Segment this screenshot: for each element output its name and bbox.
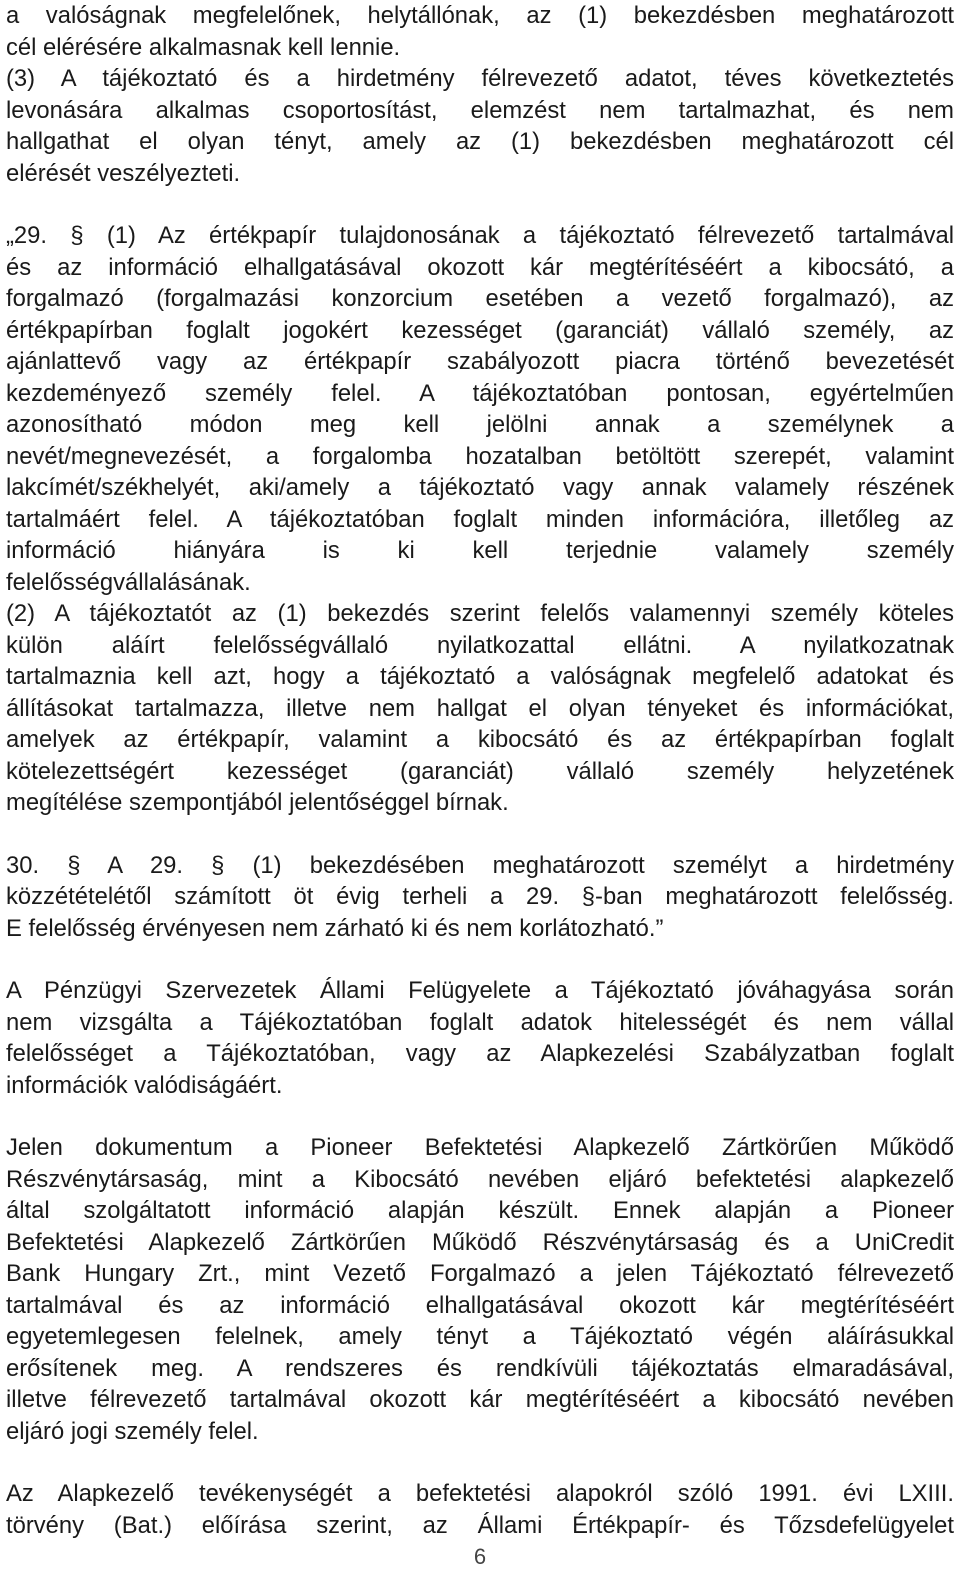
text-line: törvény (Bat.) előírása szerint, az Állami Értékpapír- és Tőzsdefelügyelet xyxy=(6,1511,954,1539)
text-line: egyetemlegesen felelnek, amely tényt a Tájékoztató végén aláírásukkal xyxy=(6,1323,954,1350)
paragraph xyxy=(6,598,954,819)
paragraph-gap xyxy=(6,944,954,975)
text-line: elérését veszélyezteti. xyxy=(6,159,241,187)
text-line: Az Alapkezelő tevékenységét a befektetési alapokról szóló 1991. évi LXIII. xyxy=(6,1480,954,1507)
text-line: lakcímét/székhelyét, aki/amely a tájékoztató vagy annak valamely részének xyxy=(6,474,954,501)
paragraph xyxy=(6,220,954,598)
text-line: felelősségvállalásának. xyxy=(6,568,251,596)
text-line: tartalmáért felel. A tájékoztatóban foglalt minden információra, illetőleg az xyxy=(6,505,954,533)
text-line: megítélése szempontjából jelentőséggel bírnak. xyxy=(6,789,509,816)
text-line: ajánlattevő vagy az értékpapír szabályozott piacra történő bevezetését xyxy=(6,348,954,375)
text-line: levonására alkalmas csoportosítást, elemzést nem tartalmazhat, és nem xyxy=(6,96,954,124)
text-line: nevét/megnevezését, a forgalomba hozatalban betöltött szerepét, valamint xyxy=(6,442,954,470)
text-line: hallgathat el olyan tényt, amely az (1) bekezdésben meghatározott cél xyxy=(6,128,954,155)
page-number: 6 xyxy=(473,1544,487,1569)
paragraph xyxy=(6,0,954,63)
text-line: kötelezettségért kezességet (garanciát) vállaló személy helyzetének xyxy=(6,757,954,785)
paragraph xyxy=(6,850,954,945)
text-line: A Pénzügyi Szervezetek Állami Felügyelete a Tájékoztató jóváhagyása során xyxy=(6,977,954,1004)
text-line: felelősséget a Tájékoztatóban, vagy az Alapkezelési Szabályzatban foglalt xyxy=(6,1040,954,1067)
text-line: információ hiányára is ki kell terjednie valamely személy xyxy=(6,537,954,564)
text-line: azonosítható módon meg kell jelölni annak a személynek a xyxy=(6,411,954,438)
text-line: forgalmazó (forgalmazási konzorcium esetében a vezető forgalmazó), az xyxy=(6,285,954,312)
text-line: és az információ elhallgatásával okozott kár megtérítéséért a kibocsátó, a xyxy=(6,253,954,281)
text-line: cél elérésére alkalmasnak kell lennie. xyxy=(6,33,401,61)
text-line: „29. § (1) Az értékpapír tulajdonosának a tájékoztató félrevezető tartalmával xyxy=(6,222,954,249)
text-line: által szolgáltatott információ alapján készült. Ennek alapján a Pioneer xyxy=(6,1197,954,1224)
text-line: külön aláírt felelősségvállaló nyilatkozattal ellátni. A nyilatkozatnak xyxy=(6,631,954,659)
text-line: (3) A tájékoztató és a hirdetmény félrevezető adatot, téves következtetés xyxy=(6,65,954,92)
text-line: a valóságnak megfelelőnek, helytállónak, az (1) bekezdésben meghatározott xyxy=(6,2,954,29)
text-line: értékpapírban foglalt jogokért kezességet (garanciát) vállaló személy, az xyxy=(6,316,954,344)
text-line: kezdeményező személy felel. A tájékoztatóban pontosan, egyértelműen xyxy=(6,379,954,407)
text-line: E felelősség érvényesen nem zárható ki és nem korlátozható.” xyxy=(6,914,664,942)
text-line: Jelen dokumentum a Pioneer Befektetési Alapkezelő Zártkörűen Működő xyxy=(6,1134,954,1161)
text-line: (2) A tájékoztatót az (1) bekezdés szerint felelős valamennyi személy köteles xyxy=(6,600,954,627)
paragraph xyxy=(6,1132,954,1447)
text-line: közzétételétől számított öt évig terheli a 29. §-ban meghatározott felelősség. xyxy=(6,883,954,910)
text-line: tartalmaznia kell azt, hogy a tájékoztató a valóságnak megfelelő adatokat és xyxy=(6,663,954,690)
text-line: erősítenek meg. A rendszeres és rendkívüli tájékoztatás elmaradásával, xyxy=(6,1354,954,1382)
text-line: Befektetési Alapkezelő Zártkörűen Működő Részvénytársaság és a UniCredit xyxy=(6,1228,954,1256)
paragraph-gap xyxy=(6,189,954,220)
paragraph xyxy=(6,63,954,189)
text-line: 30. § A 29. § (1) bekezdésében meghatározott személyt a hirdetmény xyxy=(6,851,954,879)
text-line: Bank Hungary Zrt., mint Vezető Forgalmazó a jelen Tájékoztató félrevezető xyxy=(6,1260,954,1287)
paragraph-gap xyxy=(6,1447,954,1478)
text-line: információk valódiságáért. xyxy=(6,1071,283,1099)
text-line: tartalmával és az információ elhallgatásával okozott kár megtérítéséért xyxy=(6,1291,954,1319)
text-line: eljáró jogi személy felel. xyxy=(6,1417,259,1445)
paragraph xyxy=(6,1478,954,1541)
paragraph xyxy=(6,975,954,1101)
text-line: illetve félrevezető tartalmával okozott kár megtérítéséért a kibocsátó nevében xyxy=(6,1386,954,1413)
text-line: Részvénytársaság, mint a Kibocsátó nevében eljáró befektetési alapkezelő xyxy=(6,1165,954,1193)
paragraph-gap xyxy=(6,1101,954,1132)
text-line: amelyek az értékpapír, valamint a kibocsátó és az értékpapírban foglalt xyxy=(6,726,954,753)
document-body xyxy=(6,0,954,1541)
text-line: állításokat tartalmazza, illetve nem hallgat el olyan tényeket és információkat, xyxy=(6,694,954,722)
text-line: nem vizsgálta a Tájékoztatóban foglalt adatok hitelességét és nem vállal xyxy=(6,1008,954,1036)
paragraph-gap xyxy=(6,819,954,850)
